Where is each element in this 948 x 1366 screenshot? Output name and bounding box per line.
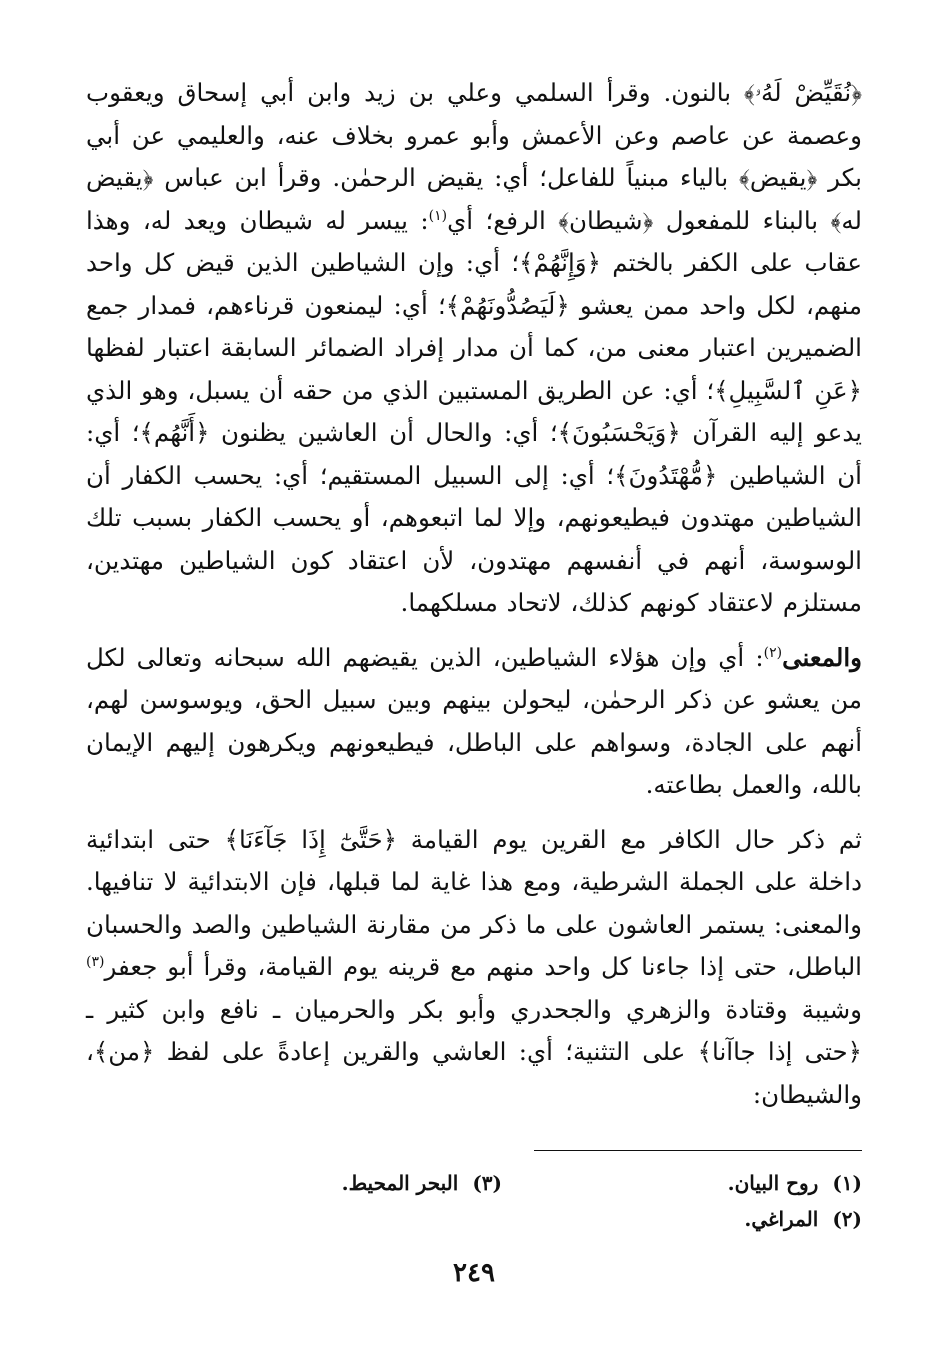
paragraph-1-text-a: ﴿نُقَيِّضْ لَهُۥ﴾ بالنون. وقرأ السلمي وعلي بن زيد وابن أبي إسحاق ويعقوب وعصمة عن عاصم وعن الأعمش وأبو عمرو بخلاف عنه، والعليمي عن أبي بكر ﴿يقيض﴾ بالياء مبنياً للفاعل؛ أي: يقيض الرحمٰن. وقرأ ابن عباس ﴿يقيض له﴾ بالبناء للمفعول ﴿شيطان﴾ الرفع؛ أي	[86, 78, 862, 235]
footnote-ref-1: (١)	[428, 207, 448, 224]
footnote-ref-2: (٢)	[763, 644, 783, 661]
footnote-2-number: (٢)	[832, 1207, 862, 1231]
paragraph-2-text: : أي وإن هؤلاء الشياطين، الذين يقيضهم الله سبحانه وتعالى لكل من يعشو عن ذكر الرحمٰن، ليحولن بينهم وبين سبيل الحق، ويوسوسن لهم، أنهم على الجادة، وسواهم على الباطل، فيطيعونهم ويكرهون إليهم الإيمان بالله، والعمل بطاعته.	[86, 642, 862, 799]
paragraph-2	[86, 637, 862, 807]
main-text	[86, 72, 862, 1116]
footnote-3	[202, 1165, 502, 1201]
paragraph-2-lead: والمعنى	[782, 642, 862, 672]
footnote-2-text: المراغي.	[744, 1207, 819, 1231]
paragraph-3	[86, 819, 862, 1117]
footnote-1-text: روح البيان.	[727, 1171, 819, 1195]
footnote-3-text: البحر المحيط.	[341, 1171, 459, 1195]
footnote-3-number: (٣)	[472, 1171, 502, 1195]
footnote-2	[562, 1201, 862, 1237]
footnotes	[86, 1165, 862, 1237]
footnote-separator	[534, 1150, 862, 1151]
footnote-ref-3: (٣)	[86, 953, 105, 970]
footnote-1	[562, 1165, 862, 1201]
paragraph-1-text-b: : ييسر له شيطان ويعد له، وهذا عقاب على الكفر بالختم ﴿وَإِنَّهُمْ﴾؛ أي: وإن الشياطين الذين قيض كل واحد منهم، لكل واحد ممن يعشو ﴿لَيَصُدُّونَهُمْ﴾؛ أي: ليمنعون قرناءهم، فمدار جمع الضميرين اعتبار معنى من، كما أن مدار إفراد الضمائر السابقة اعتبار لفظها ﴿عَنِ ٱلسَّبِيلِ﴾؛ أي: عن الطريق المستبين الذي من حقه أن يسبل، وهو الذي يدعو إليه القرآن ﴿وَيَحْسَبُونَ﴾؛ أي: والحال أن العاشين يظنون ﴿أَنَّهُم﴾؛ أي: أن الشياطين ﴿مُّهْتَدُونَ﴾؛ أي: إلى السبيل المستقيم؛ أي: يحسب الكفار أن الشياطين مهتدون فيطيعونهم، وإلا لما اتبعوهم، أو يحسب الكفار بسبب تلك الوسوسة، أنهم في أنفسهم مهتدون، لأن اعتقاد كون الشياطين مهتدين، مستلزم لاعتقاد كونهم كذلك، لاتحاد مسلكهما.	[86, 205, 862, 617]
footnote-1-number: (١)	[832, 1171, 862, 1195]
footnote-row-1	[86, 1165, 862, 1201]
paragraph-3-text-b: وشيبة وقتادة والزهري والجحدري وأبو بكر والحرميان ـ نافع وابن كثير ـ ﴿حتى إذا جاآنا﴾ على التثنية؛ أي: العاشي والقرين إعادةً على لفظ ﴿من﴾، والشيطان:	[86, 994, 862, 1109]
page-number: ٢٤٩	[453, 1258, 495, 1288]
footnote-row-2	[86, 1201, 862, 1237]
paragraph-3-text-a: ثم ذكر حال الكافر مع القرين يوم القيامة ﴿حَتَّىٰٓ إِذَا جَآءَنَا﴾ حتى ابتدائية داخلة على الجملة الشرطية، ومع هذا غاية لما قبلها، فإن الابتدائية لا تنافيها. والمعنى: يستمر العاشون على ما ذكر من مقارنة الشياطين والصد والحسبان الباطل، حتى إذا جاءنا كل واحد منهم مع قرينه يوم القيامة، وقرأ أبو جعفر	[86, 824, 862, 981]
paragraph-1	[86, 72, 862, 625]
